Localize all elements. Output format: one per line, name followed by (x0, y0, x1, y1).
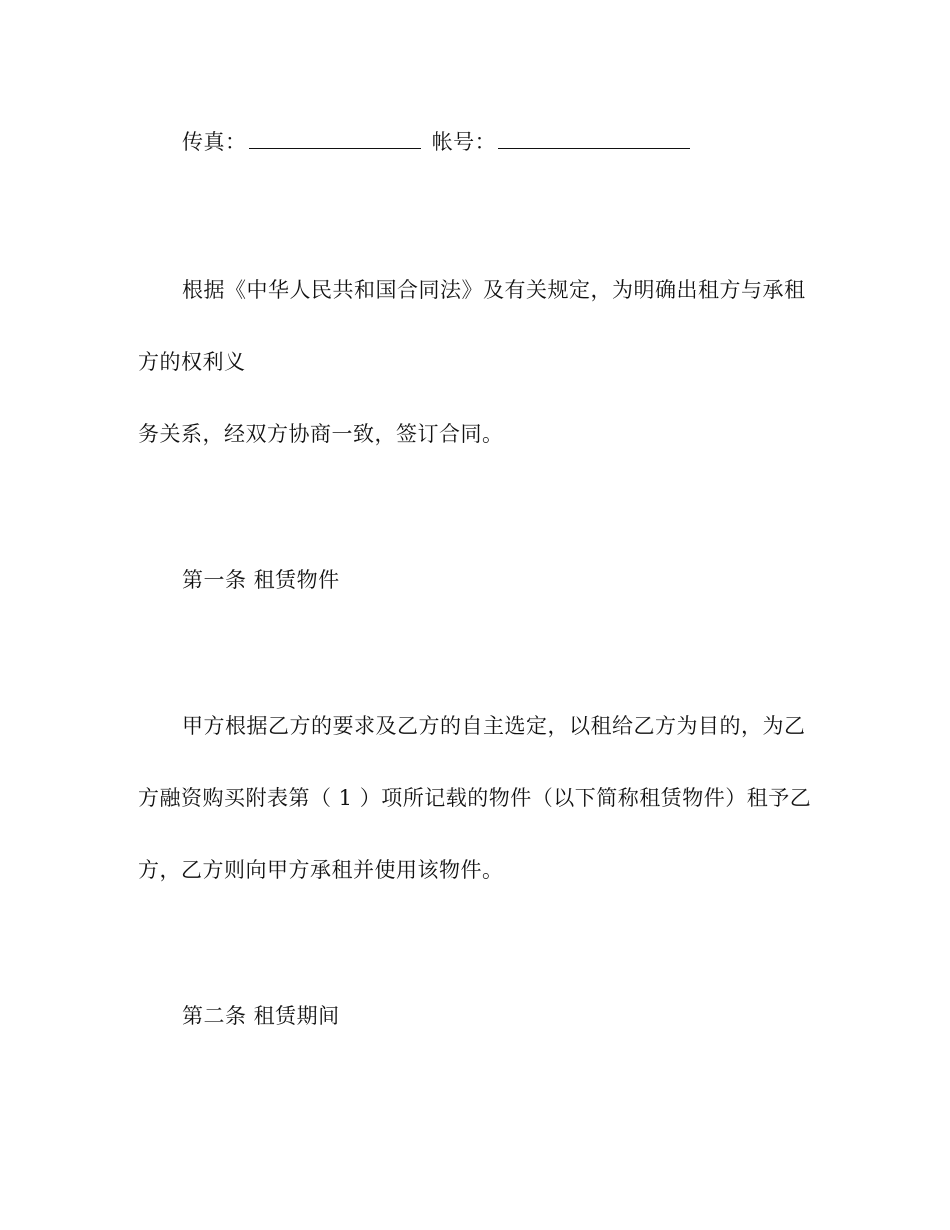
article-2-heading: 第二条 租赁期间 (182, 1004, 340, 1028)
article-1-line-3: 方，乙方则向甲方承租并使用该物件。 (138, 858, 504, 882)
article-1-heading: 第一条 租赁物件 (182, 568, 340, 592)
fax-blank[interactable] (249, 128, 421, 149)
article-1-line-2: 方融资购买附表第（ 1 ）项所记载的物件（以下简称租赁物件）租予乙 (138, 786, 812, 810)
article-1-line-1: 甲方根据乙方的要求及乙方的自主选定，以租给乙方为目的，为乙 (182, 714, 806, 738)
account-label: 帐号： (431, 130, 497, 154)
preamble-line-2: 方的权利义 (138, 350, 246, 374)
preamble-line-3: 务关系，经双方协商一致，签订合同。 (138, 422, 504, 446)
account-blank[interactable] (498, 128, 690, 149)
fax-account-row (182, 128, 694, 156)
fax-label: 传真： (182, 130, 247, 154)
preamble-line-1: 根据《中华人民共和国合同法》及有关规定，为明确出租方与承租 (182, 278, 806, 302)
